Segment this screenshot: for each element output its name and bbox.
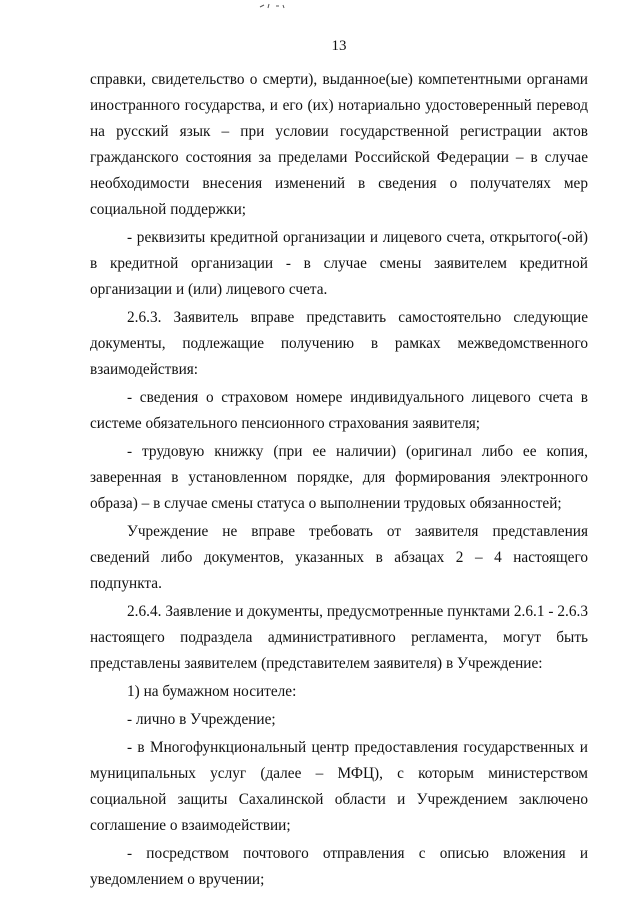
scan-artifact — [258, 2, 288, 10]
paragraph-9: - лично в Учреждение; — [127, 711, 276, 728]
paragraph-1: справки, свидетельство о смерти), выданное(ые) компетентными органами иностранного государства, и его (их) нотариально удостоверенный перевод на русский язык – при условии государственной регистрации актов гражданского состояния за пределами Российской Федерации – в случае необходимости внесения изменений в сведения о получателях мер социальной поддержки; — [90, 71, 588, 218]
paragraph-4: - сведения о страховом номере индивидуального лицевого счета в системе обязательного пенсионного страхования заявителя; — [90, 389, 588, 432]
paragraph-11: - посредством почтового отправления с описью вложения и уведомлением о вручении; — [90, 845, 588, 888]
paragraph-3: 2.6.3. Заявитель вправе представить самостоятельно следующие документы, подлежащие получению в рамках межведомственного взаимодействия: — [90, 309, 588, 378]
paragraph-2: - реквизиты кредитной организации и лицевого счета, открытого(-ой) в кредитной организации - в случае смены заявителем кредитной организации и (или) лицевого счета. — [90, 229, 588, 298]
paragraph-5: - трудовую книжку (при ее наличии) (оригинал либо ее копия, заверенная в установленном порядке, для формирования электронного образа) – в случае смены статуса о выполнении трудовых обязанностей; — [90, 443, 588, 512]
paragraph-8: 1) на бумажном носителе: — [127, 683, 297, 700]
page-number: 13 — [331, 38, 347, 54]
paragraph-10: - в Многофункциональный центр предоставления государственных и муниципальных услуг (далее – МФЦ), с которым министерством социальной защиты Сахалинской области и Учреждением заключено соглашение о взаимодействии; — [90, 739, 588, 834]
paragraph-7: 2.6.4. Заявление и документы, предусмотренные пунктами 2.6.1 - 2.6.3 настоящего подраздела административного регламента, могут быть представлены заявителем (представителем заявителя) в Учреждение: — [90, 603, 588, 672]
paragraph-6: Учреждение не вправе требовать от заявителя представления сведений либо документов, указанных в абзацах 2 – 4 настоящего подпункта. — [90, 523, 588, 592]
